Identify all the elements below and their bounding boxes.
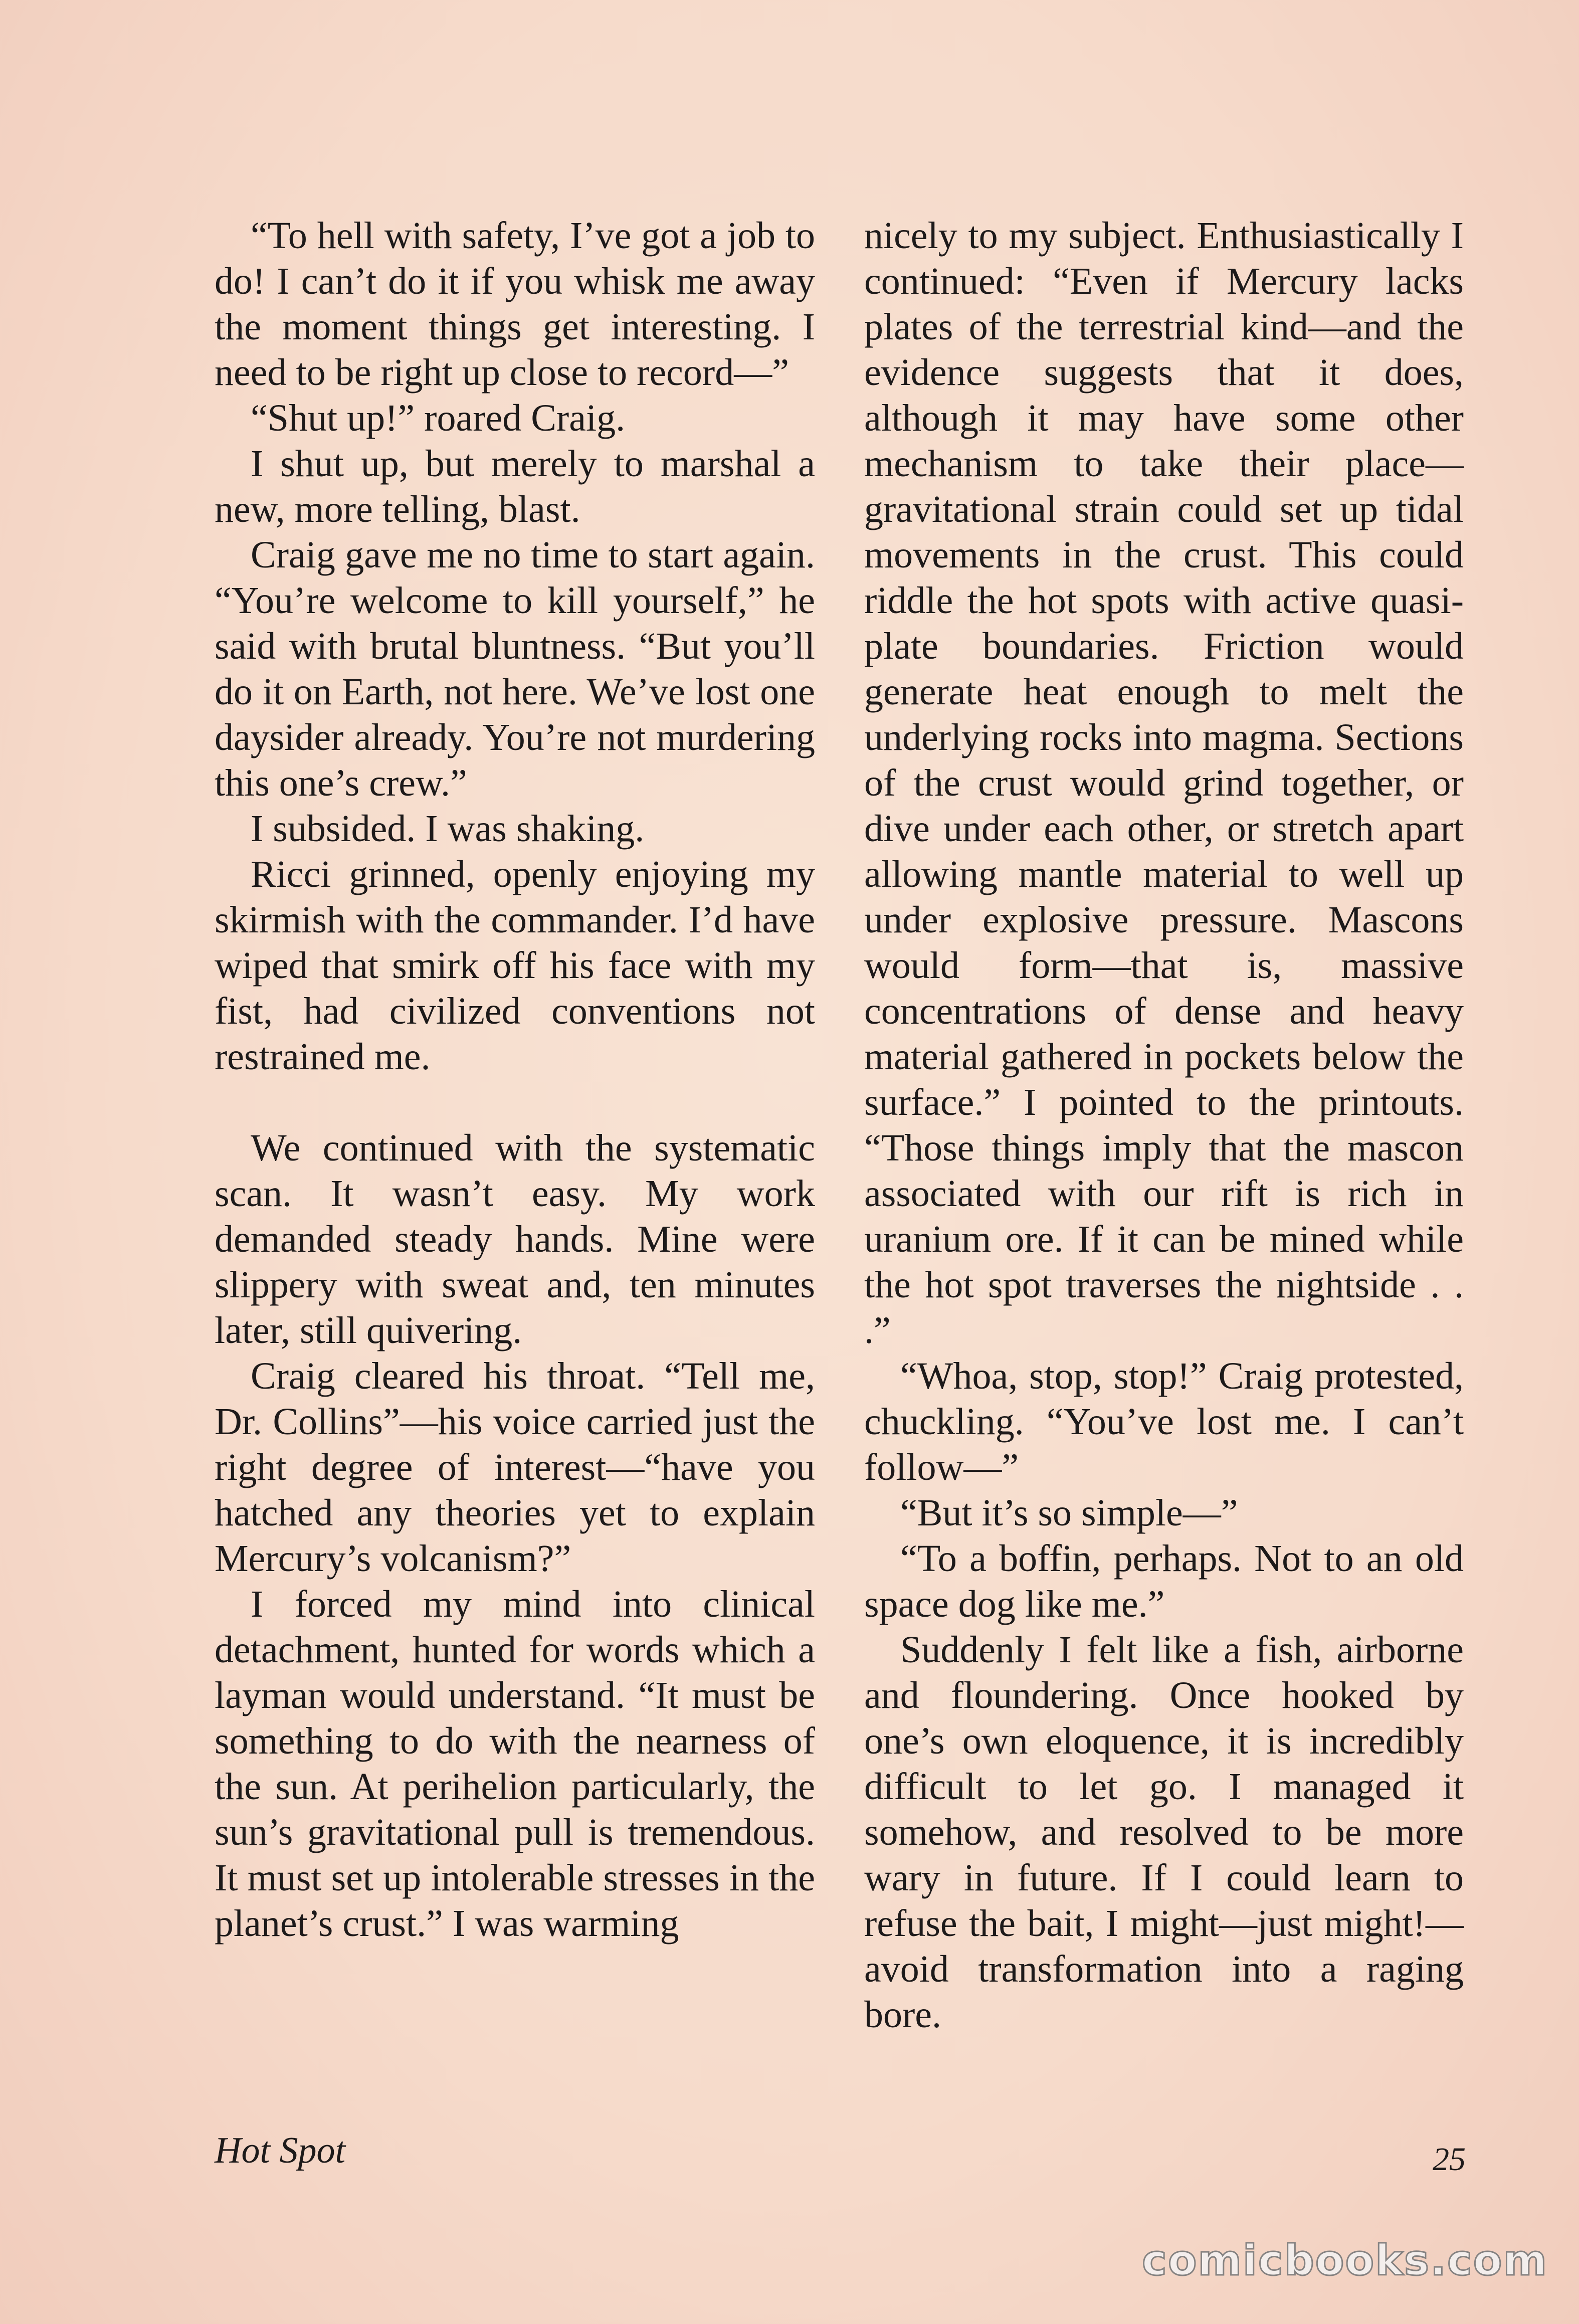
paragraph: Suddenly I felt like a fish, airborne and floundering. Once hooked by one’s own eloquence, it is incredibly difficult to let go. I managed it somehow, and resolved to be more wary in future. If I could learn to refuse the bait, I might—just might!—avoid transformation into a raging bore. — [864, 1629, 1464, 2036]
paragraph: I subsided. I was shaking. — [251, 808, 645, 850]
paragraph: I forced my mind into clinical detachment, hunted for words which a layman would understand. “It must be something to do with the nearness of the sun. At perihelion particularly, the sun’s gravitational pull is tremendous. It must set up intolerable stresses in the planet’s crust.” I was warming — [215, 1583, 815, 1945]
paragraph: nicely to my subject. Enthusiastically I continued: “Even if Mercury lacks plates of the terrestrial kind—and the evidence suggests that it does, although it may have some other mechanism to take their place—gravitational strain could set up tidal movements in the crust. This could riddle the hot spots with active quasi-plate boundaries. Friction would generate heat enough to melt the underlying rocks into magma. Sections of the crust would grind together, or dive under each other, or stretch apart allowing mantle material to well up under explosive pressure. Mascons would form—that is, massive concentrations of dense and heavy material gathered in pockets below the surface.” I pointed to the printouts. “Those things imply that the mascon associated with our rift is rich in uranium ore. If it can be mined while the hot spot traverses the nightside . . .” — [864, 215, 1464, 1351]
paragraph: We continued with the systematic scan. It wasn’t easy. My work demanded steady hands. Mine were slippery with sweat and, ten minutes later, still quivering. — [215, 1127, 815, 1351]
running-footer-title: Hot Spot — [215, 2130, 346, 2171]
paragraph: Ricci grinned, openly enjoying my skirmish with the commander. I’d have wiped that smirk off his face with my fist, had civilized conventions not restrained me. — [215, 853, 815, 1078]
paragraph: “Shut up!” roared Craig. — [251, 397, 626, 439]
paragraph: Craig gave me no time to start again. “You’re welcome to kill yourself,” he said with brutal bluntness. “But you’ll do it on Earth, not here. We’ve lost one daysider already. You’re not murdering this one’s crew.” — [215, 534, 815, 804]
paragraph: I shut up, but merely to marshal a new, more telling, blast. — [215, 443, 815, 530]
site-watermark: comicbooks.com — [1142, 2236, 1548, 2285]
right-text-column — [864, 213, 1464, 2038]
paragraph: “Whoa, stop, stop!” Craig protested, chuckling. “You’ve lost me. I can’t follow—” — [864, 1355, 1464, 1488]
paragraph: “To a boffin, perhaps. Not to an old space dog like me.” — [864, 1537, 1464, 1625]
page-number: 25 — [1433, 2141, 1466, 2178]
left-text-column — [215, 213, 815, 1947]
paragraph: Craig cleared his throat. “Tell me, Dr. Collins”—his voice carried just the right degree of interest—“have you hatched any theories yet to explain Mercury’s volcanism?” — [215, 1355, 815, 1580]
paragraph: “But it’s so simple—” — [900, 1492, 1238, 1534]
paragraph: “To hell with safety, I’ve got a job to do! I can’t do it if you whisk me away the moment things get interesting. I need to be right up close to record—” — [215, 215, 815, 394]
